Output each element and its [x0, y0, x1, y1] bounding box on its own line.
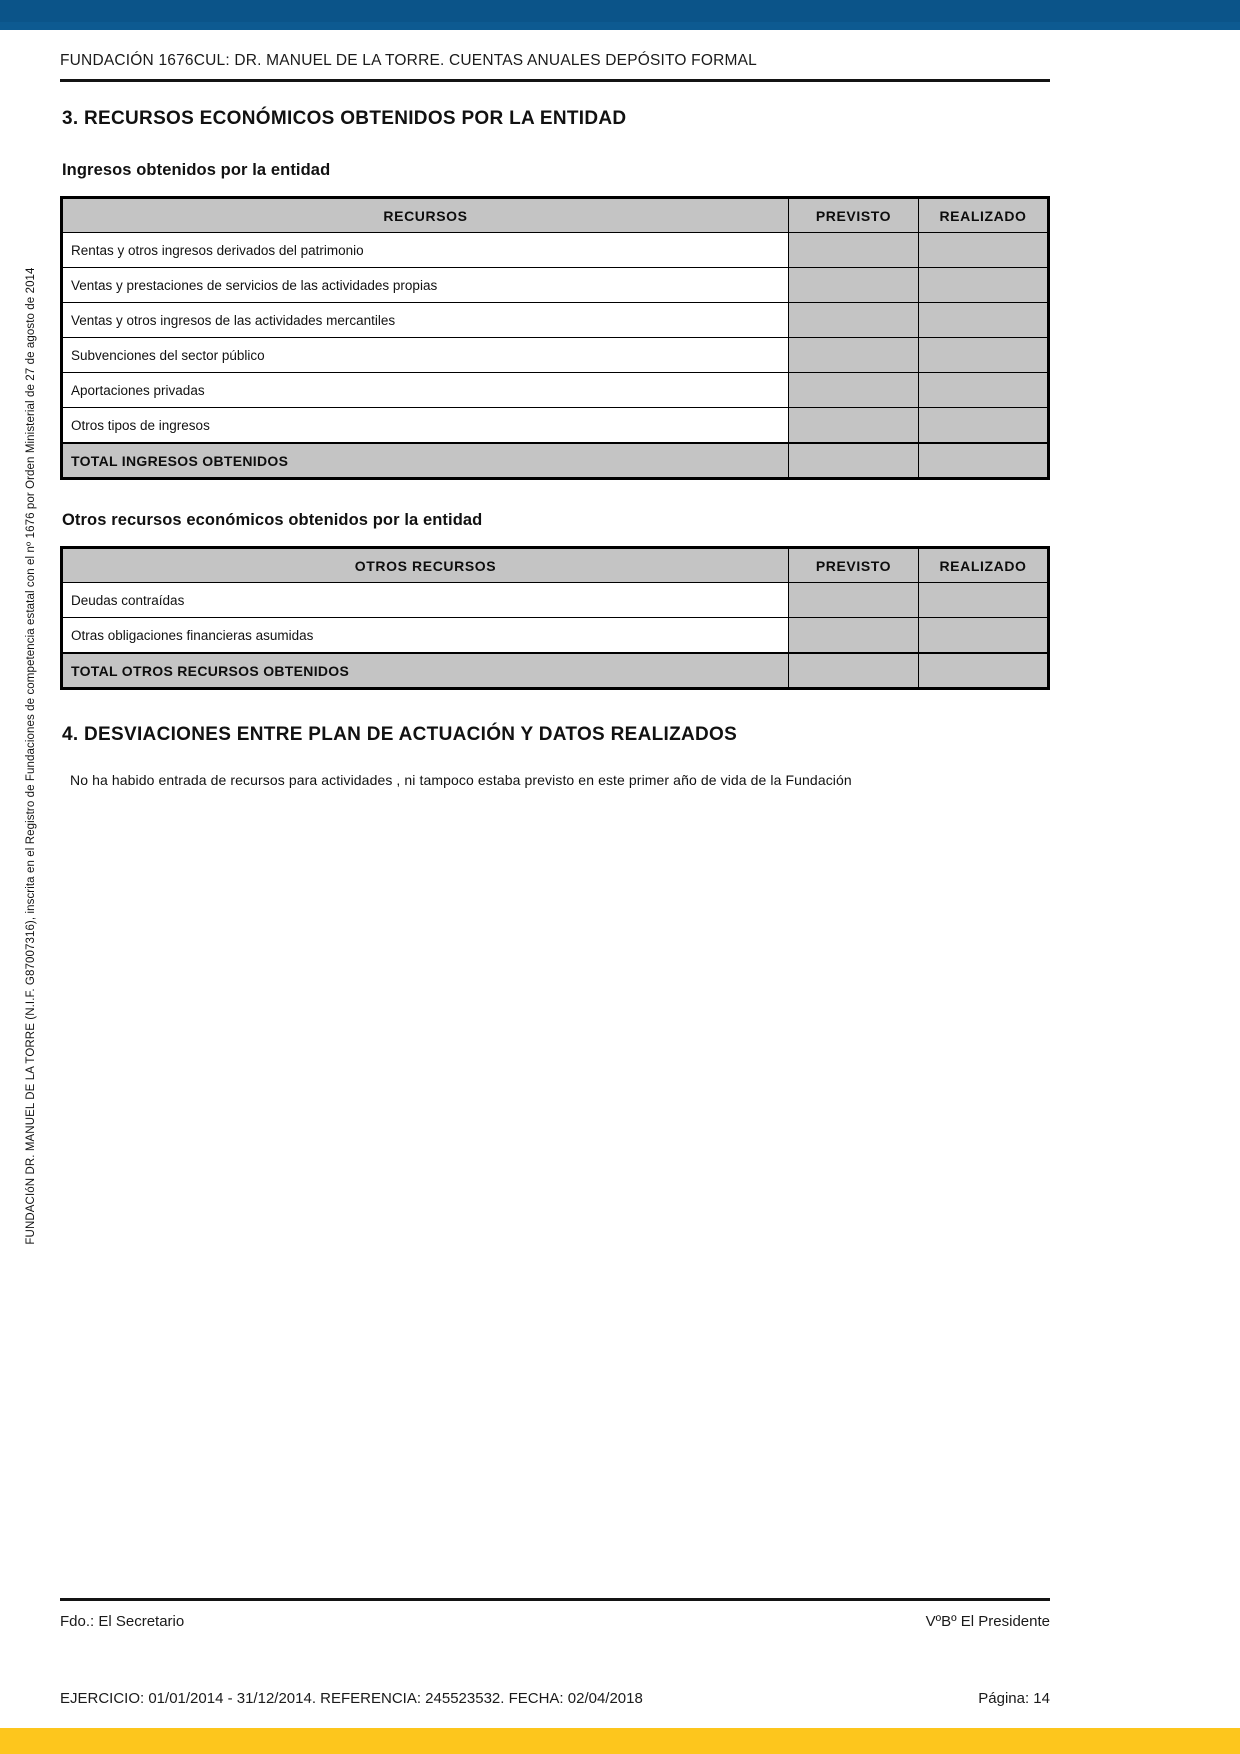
table-total-row	[62, 653, 1049, 689]
cell-previsto[interactable]	[789, 233, 919, 268]
top-blue-band-shade	[0, 22, 1240, 30]
row-label: Rentas y otros ingresos derivados del patrimonio	[62, 233, 789, 268]
signature-row	[60, 1613, 1050, 1630]
cell-previsto[interactable]	[789, 373, 919, 408]
table-total-row	[62, 443, 1049, 479]
column-header-previsto: PREVISTO	[789, 548, 919, 583]
total-label: TOTAL OTROS RECURSOS OBTENIDOS	[62, 653, 789, 689]
footer-exercise-reference: EJERCICIO: 01/01/2014 - 31/12/2014. REFERENCIA: 245523532. FECHA: 02/04/2018	[60, 1690, 643, 1707]
table-row	[62, 233, 1049, 268]
row-label: Otras obligaciones financieras asumidas	[62, 618, 789, 654]
column-header-realizado: REALIZADO	[919, 548, 1049, 583]
column-header-realizado: REALIZADO	[919, 198, 1049, 233]
signature-secretary: Fdo.: El Secretario	[60, 1613, 185, 1630]
column-header-previsto: PREVISTO	[789, 198, 919, 233]
table-row	[62, 373, 1049, 408]
bottom-yellow-band	[0, 1728, 1240, 1754]
cell-realizado[interactable]	[919, 233, 1049, 268]
cell-realizado[interactable]	[919, 583, 1049, 618]
row-label: Ventas y prestaciones de servicios de las actividades propias	[62, 268, 789, 303]
cell-previsto[interactable]	[789, 618, 919, 654]
cell-realizado[interactable]	[919, 303, 1049, 338]
row-label: Aportaciones privadas	[62, 373, 789, 408]
cell-realizado[interactable]	[919, 618, 1049, 654]
cell-realizado[interactable]	[919, 268, 1049, 303]
section-4-heading: 4. DESVIACIONES ENTRE PLAN DE ACTUACIÓN Y DATOS REALIZADOS	[62, 724, 738, 745]
table-row	[62, 618, 1049, 654]
table-row	[62, 338, 1049, 373]
row-label: Subvenciones del sector público	[62, 338, 789, 373]
total-label: TOTAL INGRESOS OBTENIDOS	[62, 443, 789, 479]
row-label: Otros tipos de ingresos	[62, 408, 789, 444]
cell-realizado[interactable]	[919, 338, 1049, 373]
cell-previsto[interactable]	[789, 408, 919, 444]
column-header-recursos: RECURSOS	[62, 198, 789, 233]
table-row	[62, 268, 1049, 303]
document-content	[60, 108, 1050, 788]
table-row	[62, 583, 1049, 618]
table-row	[62, 408, 1049, 444]
cell-realizado[interactable]	[919, 408, 1049, 444]
table-ingresos	[60, 196, 1050, 480]
header-divider	[60, 79, 1050, 82]
table-row	[62, 303, 1049, 338]
total-realizado[interactable]	[919, 443, 1049, 479]
total-realizado[interactable]	[919, 653, 1049, 689]
footer-page-number: Página: 14	[978, 1690, 1050, 1707]
section-4-paragraph: No ha habido entrada de recursos para actividades , ni tampoco estaba previsto en este primer año de vida de la Fundación	[70, 772, 852, 788]
cell-previsto[interactable]	[789, 338, 919, 373]
cell-previsto[interactable]	[789, 303, 919, 338]
cell-realizado[interactable]	[919, 373, 1049, 408]
footer-divider	[60, 1598, 1050, 1601]
cell-previsto[interactable]	[789, 583, 919, 618]
row-label: Ventas y otros ingresos de las actividades mercantiles	[62, 303, 789, 338]
row-label: Deudas contraídas	[62, 583, 789, 618]
table-otros-recursos	[60, 546, 1050, 690]
signature-president: VºBº El Presidente	[925, 1613, 1050, 1630]
total-previsto[interactable]	[789, 653, 919, 689]
vertical-registry-note: FUNDACIóN DR. MANUEL DE LA TORRE (N.I.F. G87007316), inscrita en el Registro de Fundaciones de competencia estatal con el nº 1676 por Orden Ministerial de 27 de agosto de 2014	[25, 267, 37, 1245]
column-header-otros-recursos: OTROS RECURSOS	[62, 548, 789, 583]
document-header	[60, 52, 1050, 82]
footer-info-row	[60, 1690, 1050, 1707]
table-header-row	[62, 548, 1049, 583]
table-header-row	[62, 198, 1049, 233]
subheading-ingresos: Ingresos obtenidos por la entidad	[62, 161, 331, 179]
subheading-otros-recursos: Otros recursos económicos obtenidos por la entidad	[62, 511, 483, 529]
cell-previsto[interactable]	[789, 268, 919, 303]
section-3-heading: 3. RECURSOS ECONÓMICOS OBTENIDOS POR LA ENTIDAD	[62, 108, 627, 129]
document-header-title: FUNDACIÓN 1676CUL: DR. MANUEL DE LA TORRE. CUENTAS ANUALES DEPÓSITO FORMAL	[60, 52, 757, 69]
total-previsto[interactable]	[789, 443, 919, 479]
